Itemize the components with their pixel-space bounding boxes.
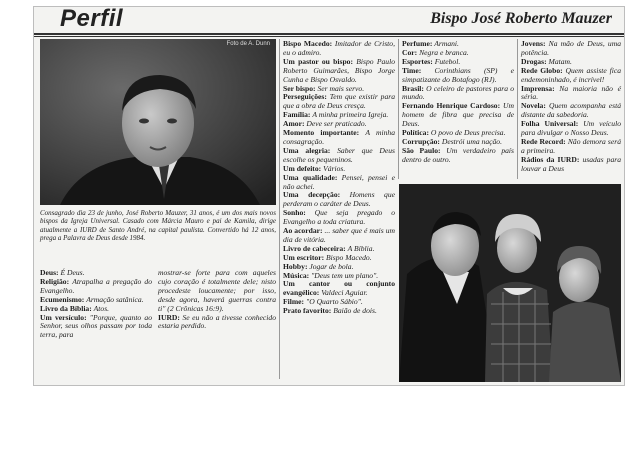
column-b bbox=[158, 269, 276, 331]
family-photo bbox=[399, 184, 621, 382]
qa-answer: A minha primeira Igreja. bbox=[312, 110, 389, 120]
qa-answer: Jogar de bola. bbox=[309, 261, 354, 271]
column-divider bbox=[279, 39, 280, 379]
qa-item bbox=[283, 280, 395, 298]
qa-answer: Atos. bbox=[93, 303, 110, 313]
qa-label: Livro de cabeceira: bbox=[283, 243, 346, 253]
qa-answer: Que seja pregado o Evangelho a toda criatura. bbox=[283, 208, 395, 227]
qa-answer: Imitador de Cristo, eu o admiro. bbox=[283, 39, 395, 57]
qa-item bbox=[40, 278, 152, 296]
qa-label: Perfume: bbox=[402, 39, 433, 48]
qa-label: Filme: bbox=[283, 297, 305, 307]
qa-label: Perseguições: bbox=[283, 92, 327, 102]
qa-answer: mostrar-se forte para com aqueles cujo coração é totalmente dele; nisto procedeste loucamente; por isso, desde agora, haverá guerras contra ti" (2 Crônicas 16:9). bbox=[158, 268, 276, 313]
qa-item bbox=[283, 307, 395, 316]
qa-answer: Homens que perderam o caráter de Deus. bbox=[283, 190, 395, 209]
qa-answer: Valdeci Aguiar. bbox=[321, 288, 368, 298]
qa-label: Uma decepção: bbox=[283, 190, 341, 200]
qa-item bbox=[283, 58, 395, 85]
qa-item bbox=[521, 120, 621, 138]
qa-answer: Baião de dois. bbox=[333, 306, 377, 316]
qa-answer: A Bíblia. bbox=[347, 243, 375, 253]
qa-answer: ... saber que é mais um dia de vitória. bbox=[283, 226, 396, 244]
qa-label: Prato favorito: bbox=[283, 306, 332, 316]
qa-item bbox=[402, 85, 514, 103]
qa-item bbox=[521, 156, 621, 174]
qa-label: Um defeito: bbox=[283, 163, 322, 173]
family-illustration bbox=[399, 184, 621, 382]
qa-answer: É Deus. bbox=[60, 268, 85, 277]
qa-label: Ser bispo: bbox=[283, 83, 316, 93]
portrait-illustration bbox=[40, 39, 276, 205]
qa-answer: Atrapalha a pregação do Evangelho. bbox=[40, 276, 152, 295]
qa-item bbox=[283, 147, 395, 165]
qa-label: Um cantor ou conjunto evangélico: bbox=[283, 279, 395, 298]
qa-answer: Saber que Deus escolhe os pequeninos. bbox=[283, 145, 395, 164]
qa-answer: A minha consagração. bbox=[283, 128, 395, 146]
qa-label: Música: bbox=[283, 270, 310, 280]
qa-answer: Na mão de Deus, uma potência. bbox=[521, 39, 621, 57]
qa-item bbox=[283, 209, 395, 227]
qa-answer: Quem acompanha está distante da sabedoria. bbox=[521, 101, 621, 120]
qa-label: Bispo Macedo: bbox=[283, 39, 333, 48]
qa-label: Hobby: bbox=[283, 261, 308, 271]
qa-label: Momento importante: bbox=[283, 128, 360, 138]
qa-label: Livro da Bíblia: bbox=[40, 303, 92, 313]
qa-label: Deus: bbox=[40, 268, 59, 277]
qa-item bbox=[158, 314, 276, 332]
qa-item bbox=[521, 85, 621, 103]
photo-credit: Foto de A. Dunn bbox=[226, 41, 270, 47]
qa-answer: Bispo Macedo. bbox=[326, 252, 372, 262]
qa-answer: Não demora será a primeira. bbox=[521, 136, 622, 155]
photo-caption: Consagrado dia 23 de junho, José Roberto Mauzer, 31 anos, é um dos mais novos bispos da Igreja Universal. Casado com Márcia Mauro e pai de Kamila, dirige atualmente a IURD de Santo André, na capital paulista. Convertido há 12 anos, prega a Palavra de Deus desde 1984. bbox=[40, 209, 276, 243]
qa-label: Fernando Henrique Cardoso: bbox=[402, 101, 501, 111]
qa-label: Religião: bbox=[40, 276, 70, 286]
qa-item bbox=[158, 269, 276, 314]
qa-answer: Um verdadeiro país dentro de outro. bbox=[402, 145, 514, 164]
qa-label: Ao acordar: bbox=[283, 226, 323, 236]
qa-item bbox=[402, 102, 514, 129]
qa-answer: Matam. bbox=[548, 56, 572, 66]
qa-label: São Paulo: bbox=[402, 145, 441, 155]
qa-label: Rádios da IURD: bbox=[521, 154, 580, 164]
qa-answer: Negra e branca. bbox=[419, 47, 469, 57]
qa-answer: Um homem de fibra que precisa de Deus. bbox=[402, 101, 514, 129]
qa-item bbox=[283, 191, 395, 209]
qa-label: Esportes: bbox=[402, 56, 433, 66]
qa-label: Corrupção: bbox=[402, 136, 440, 146]
qa-label: Folha Universal: bbox=[521, 119, 579, 129]
column-divider bbox=[517, 39, 518, 179]
qa-label: Brasil: bbox=[402, 83, 424, 93]
qa-answer: Tem que existir para que a obra de Deus cresça. bbox=[283, 92, 395, 111]
qa-answer: Na maioria não é séria. bbox=[521, 83, 621, 102]
profile-name: Bispo José Roberto Mauzer bbox=[430, 10, 612, 27]
column-divider bbox=[398, 39, 399, 179]
column-c bbox=[283, 40, 395, 316]
qa-answer: O povo de Deus precisa. bbox=[430, 128, 506, 138]
qa-answer: Bispo Paulo Roberto Guimarães, Bispo Jorge Cunha e Bispo Osvaldo. bbox=[283, 56, 396, 84]
portrait-photo bbox=[40, 39, 276, 205]
qa-answer: Um veículo para divulgar o Nosso Deus. bbox=[521, 119, 622, 138]
qa-item bbox=[283, 93, 395, 111]
qa-answer: Quem assiste fica endemoninhado, é incrível! bbox=[521, 65, 622, 84]
qa-label: Time: bbox=[402, 65, 422, 75]
qa-item bbox=[402, 147, 514, 165]
newspaper-clipping bbox=[33, 6, 625, 386]
qa-label: Rede Record: bbox=[521, 136, 566, 146]
qa-answer: usadas para louvar a Deus bbox=[521, 154, 621, 173]
qa-item bbox=[283, 227, 395, 245]
qa-item bbox=[521, 102, 621, 120]
qa-answer: Se eu não a tivesse conhecido estaria perdido. bbox=[158, 312, 276, 331]
column-e bbox=[521, 40, 621, 174]
qa-answer: Destrói uma nação. bbox=[441, 136, 502, 146]
qa-label: IURD: bbox=[158, 312, 180, 322]
qa-item bbox=[283, 129, 395, 147]
qa-item bbox=[402, 67, 514, 85]
header-rule bbox=[34, 33, 624, 35]
qa-item bbox=[521, 138, 621, 156]
qa-label: Um pastor ou bispo: bbox=[283, 56, 354, 66]
qa-answer: Deve ser praticado. bbox=[306, 119, 367, 129]
qa-item bbox=[521, 67, 621, 85]
qa-answer: Armani. bbox=[434, 39, 459, 48]
column-a bbox=[40, 269, 152, 340]
qa-item bbox=[521, 40, 621, 58]
qa-label: Cor: bbox=[402, 47, 418, 57]
qa-label: Sonho: bbox=[283, 208, 306, 218]
qa-label: Novela: bbox=[521, 101, 546, 111]
qa-label: Drogas: bbox=[521, 56, 547, 66]
qa-answer: Ser mais servo. bbox=[317, 83, 365, 93]
qa-answer: O celeiro de pastores para o mundo. bbox=[402, 83, 514, 102]
qa-label: Política: bbox=[402, 128, 429, 138]
qa-answer: "Porque, quanto ao Senhor, seus olhos passam por toda terra, para bbox=[40, 312, 152, 340]
qa-label: Ecumenismo: bbox=[40, 294, 85, 304]
qa-answer: Armação satânica. bbox=[86, 294, 144, 304]
qa-item bbox=[283, 174, 395, 192]
qa-label: Uma alegria: bbox=[283, 145, 331, 155]
header-rule-thin bbox=[34, 36, 624, 37]
qa-answer: Pensei, pensei e não achei. bbox=[283, 172, 395, 191]
qa-item bbox=[40, 314, 152, 341]
column-d bbox=[402, 40, 514, 165]
qa-label: Família: bbox=[283, 110, 311, 120]
qa-label: Rede Globo: bbox=[521, 65, 563, 75]
qa-answer: "Deus tem um plano". bbox=[311, 270, 379, 280]
qa-answer: Corinthians (SP) e simpatizante do Botafogo (RJ). bbox=[402, 65, 515, 84]
qa-label: Jovens: bbox=[521, 39, 546, 48]
qa-item bbox=[283, 40, 395, 58]
header bbox=[34, 7, 624, 32]
qa-label: Amor: bbox=[283, 119, 305, 129]
qa-answer: Futebol. bbox=[434, 56, 461, 66]
qa-label: Imprensa: bbox=[521, 83, 555, 93]
qa-label: Um escritor: bbox=[283, 252, 325, 262]
section-title: Perfil bbox=[60, 6, 124, 32]
qa-answer: "O Quarto Sábio". bbox=[306, 297, 363, 307]
qa-label: Um versículo: bbox=[40, 312, 87, 322]
qa-label: Uma qualidade: bbox=[283, 172, 338, 182]
qa-answer: Vários. bbox=[323, 163, 346, 173]
